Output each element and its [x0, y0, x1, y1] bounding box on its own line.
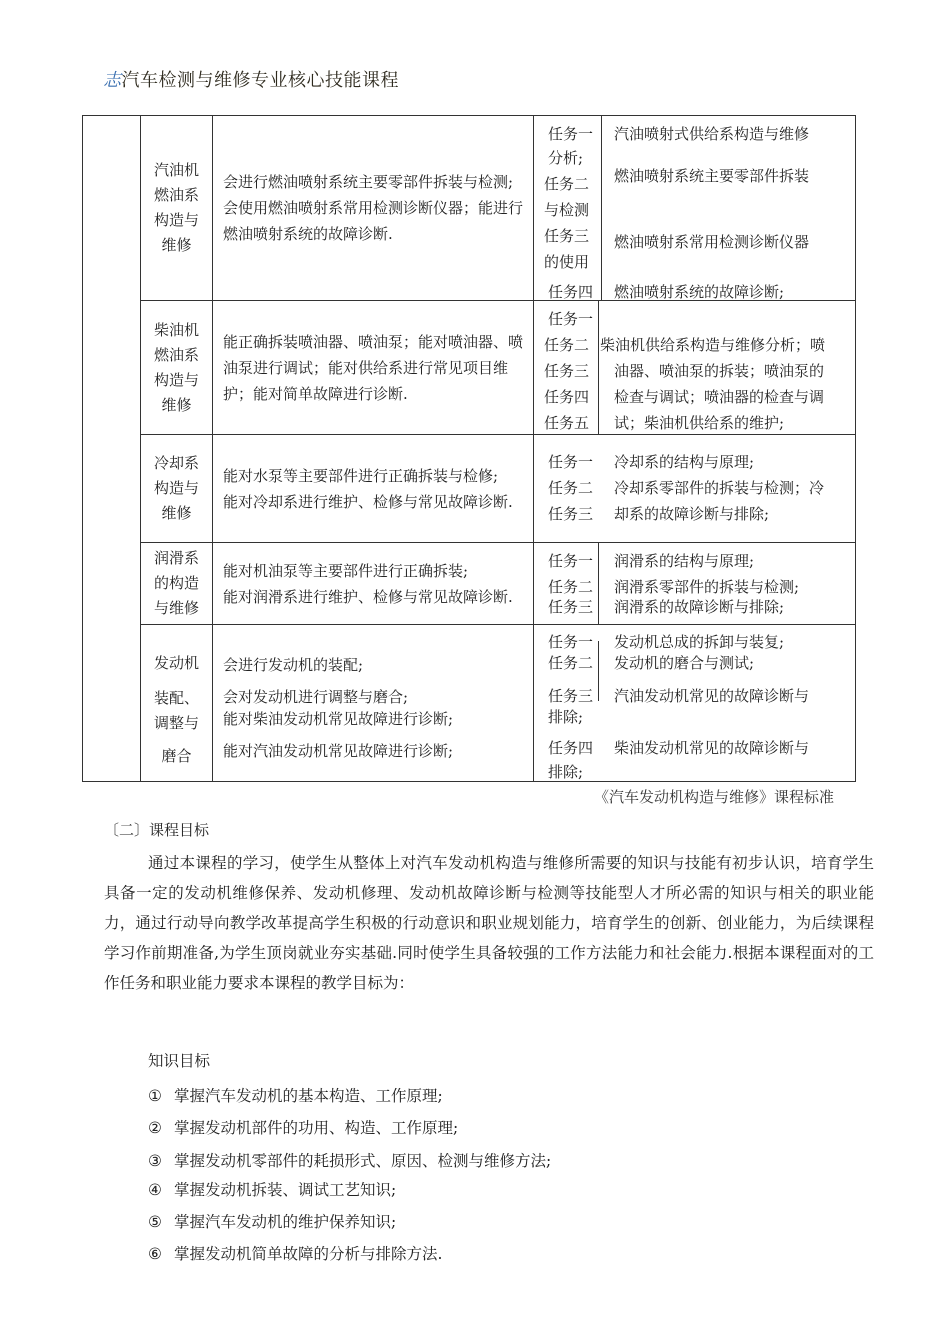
- abilities-cell: 会进行发动机的装配; 会对发动机进行调整与磨合; 能对柴油发动机常见故障进行诊断; 能对汽油发动机常见故障进行诊断;: [213, 625, 534, 782]
- list-item: ② 掌握发动机部件的功用、构造、工作原理;: [148, 1119, 459, 1137]
- list-item: ③ 掌握发动机零部件的耗损形式、原因、检测与维修方法;: [148, 1152, 552, 1170]
- table-first-column: [83, 116, 141, 781]
- abilities-cell: 会进行燃油喷射系统主要零部件拆装与检测; 会使用燃油喷射系常用检测诊断仪器；能进行燃油喷射系统的故障诊断.: [213, 116, 534, 300]
- abilities-cell: 能对水泵等主要部件进行正确拆装与检修; 能对冷却系进行维护、检修与常见故障诊断.: [213, 435, 534, 542]
- body-paragraph: 通过本课程的学习，使学生从整体上对汽车发动机构造与维修所需要的知识与技能有初步认识，培育学生具备一定的发动机维修保养、发动机修理、发动机故障诊断与检测等技能型人才所必需的知识与相关的职业能力，通过行动导向教学改革提高学生积极的行动意识和职业规划能力，培育学生的创新、创业能力，为后续课程学习作前期准备,为学生顶岗就业夯实基础.同时使学生具备较强的工作方法能力和社会能力.根据本课程面对的工作任务和职业能力要求本课程的教学目标为：: [104, 854, 874, 992]
- tasks-cell: 任务一 任务二 任务三 排除; 任务四 排除; 发动机总成的拆卸与装复; 发动机的磨合与测试; 汽油发动机常见的故障诊断与 柴油发动机常见的故障诊断与: [548, 633, 810, 781]
- list-item: ④ 掌握发动机拆装、调试工艺知识;: [148, 1181, 397, 1199]
- module-cell: 汽油机 燃油系 构造与 维修: [141, 116, 213, 300]
- abilities-cell: 能正确拆装喷油器、喷油泵；能对喷油器、喷油泵进行调试；能对供给系进行常见项目维护；能对简单故障进行诊断.: [213, 301, 534, 434]
- module-cell: 柴油机 燃油系 构造与 维修: [141, 301, 213, 434]
- cell-divider: [598, 301, 599, 435]
- table-caption: 《汽车发动机构造与维修》课程标准: [593, 788, 834, 806]
- tasks-cell: 任务一 任务二 任务三 冷却系的结构与原理; 冷却系零部件的拆装与检测；冷 却系的故障诊断与排除;: [548, 453, 825, 523]
- list-item: ⑥ 掌握发动机简单故障的分析与排除方法.: [148, 1245, 443, 1263]
- table-row: [141, 116, 856, 300]
- tasks-cell: 任务一 任务二 任务三 任务四 任务五 柴油机供给系构造与维修分析；喷 油器、喷油泵的拆装；喷油泵的 检查与调试；喷油器的检查与调 试；柴油机供给系的维护;: [534, 301, 856, 434]
- list-item: ① 掌握汽车发动机的基本构造、工作原理;: [148, 1087, 443, 1105]
- table-row: [141, 434, 856, 542]
- module-cell: 发动机 装配、 调整与 磨合: [141, 625, 213, 782]
- module-cell: 冷却系 构造与 维修: [141, 435, 213, 542]
- page-header: [103, 66, 399, 92]
- header-title: 汽车检测与维修专业核心技能课程: [121, 70, 399, 91]
- section-title: 〔二〕课程目标: [104, 821, 210, 839]
- module-cell: 润滑系 的构造 与维修: [141, 543, 213, 624]
- cell-divider: [598, 641, 599, 701]
- tasks-cell: 任务一 分析; 任务二 与检测 任务三 的使用 任务四 汽油喷射式供给系构造与维修 燃油喷射系统主要零部件拆装 燃油喷射系常用检测诊断仪器 燃油喷射系统的故障诊断;: [534, 116, 856, 300]
- tasks-cell: 任务一 任务二 任务三 润滑系的结构与原理; 润滑系零部件的拆装与检测; 润滑系的故障诊断与排除;: [534, 543, 856, 624]
- cell-divider: [598, 543, 599, 625]
- header-mark: 志: [103, 70, 122, 91]
- abilities-cell: 能对机油泵等主要部件进行正确拆装; 能对润滑系进行维护、检修与常见故障诊断.: [213, 543, 534, 624]
- cell-divider: [601, 116, 602, 300]
- table-row: [141, 624, 856, 782]
- course-table: [82, 115, 856, 782]
- knowledge-title: 知识目标: [148, 1052, 211, 1070]
- list-item: ⑤ 掌握汽车发动机的维护保养知识;: [148, 1213, 397, 1231]
- table-row: [141, 300, 856, 434]
- table-row: [141, 542, 856, 624]
